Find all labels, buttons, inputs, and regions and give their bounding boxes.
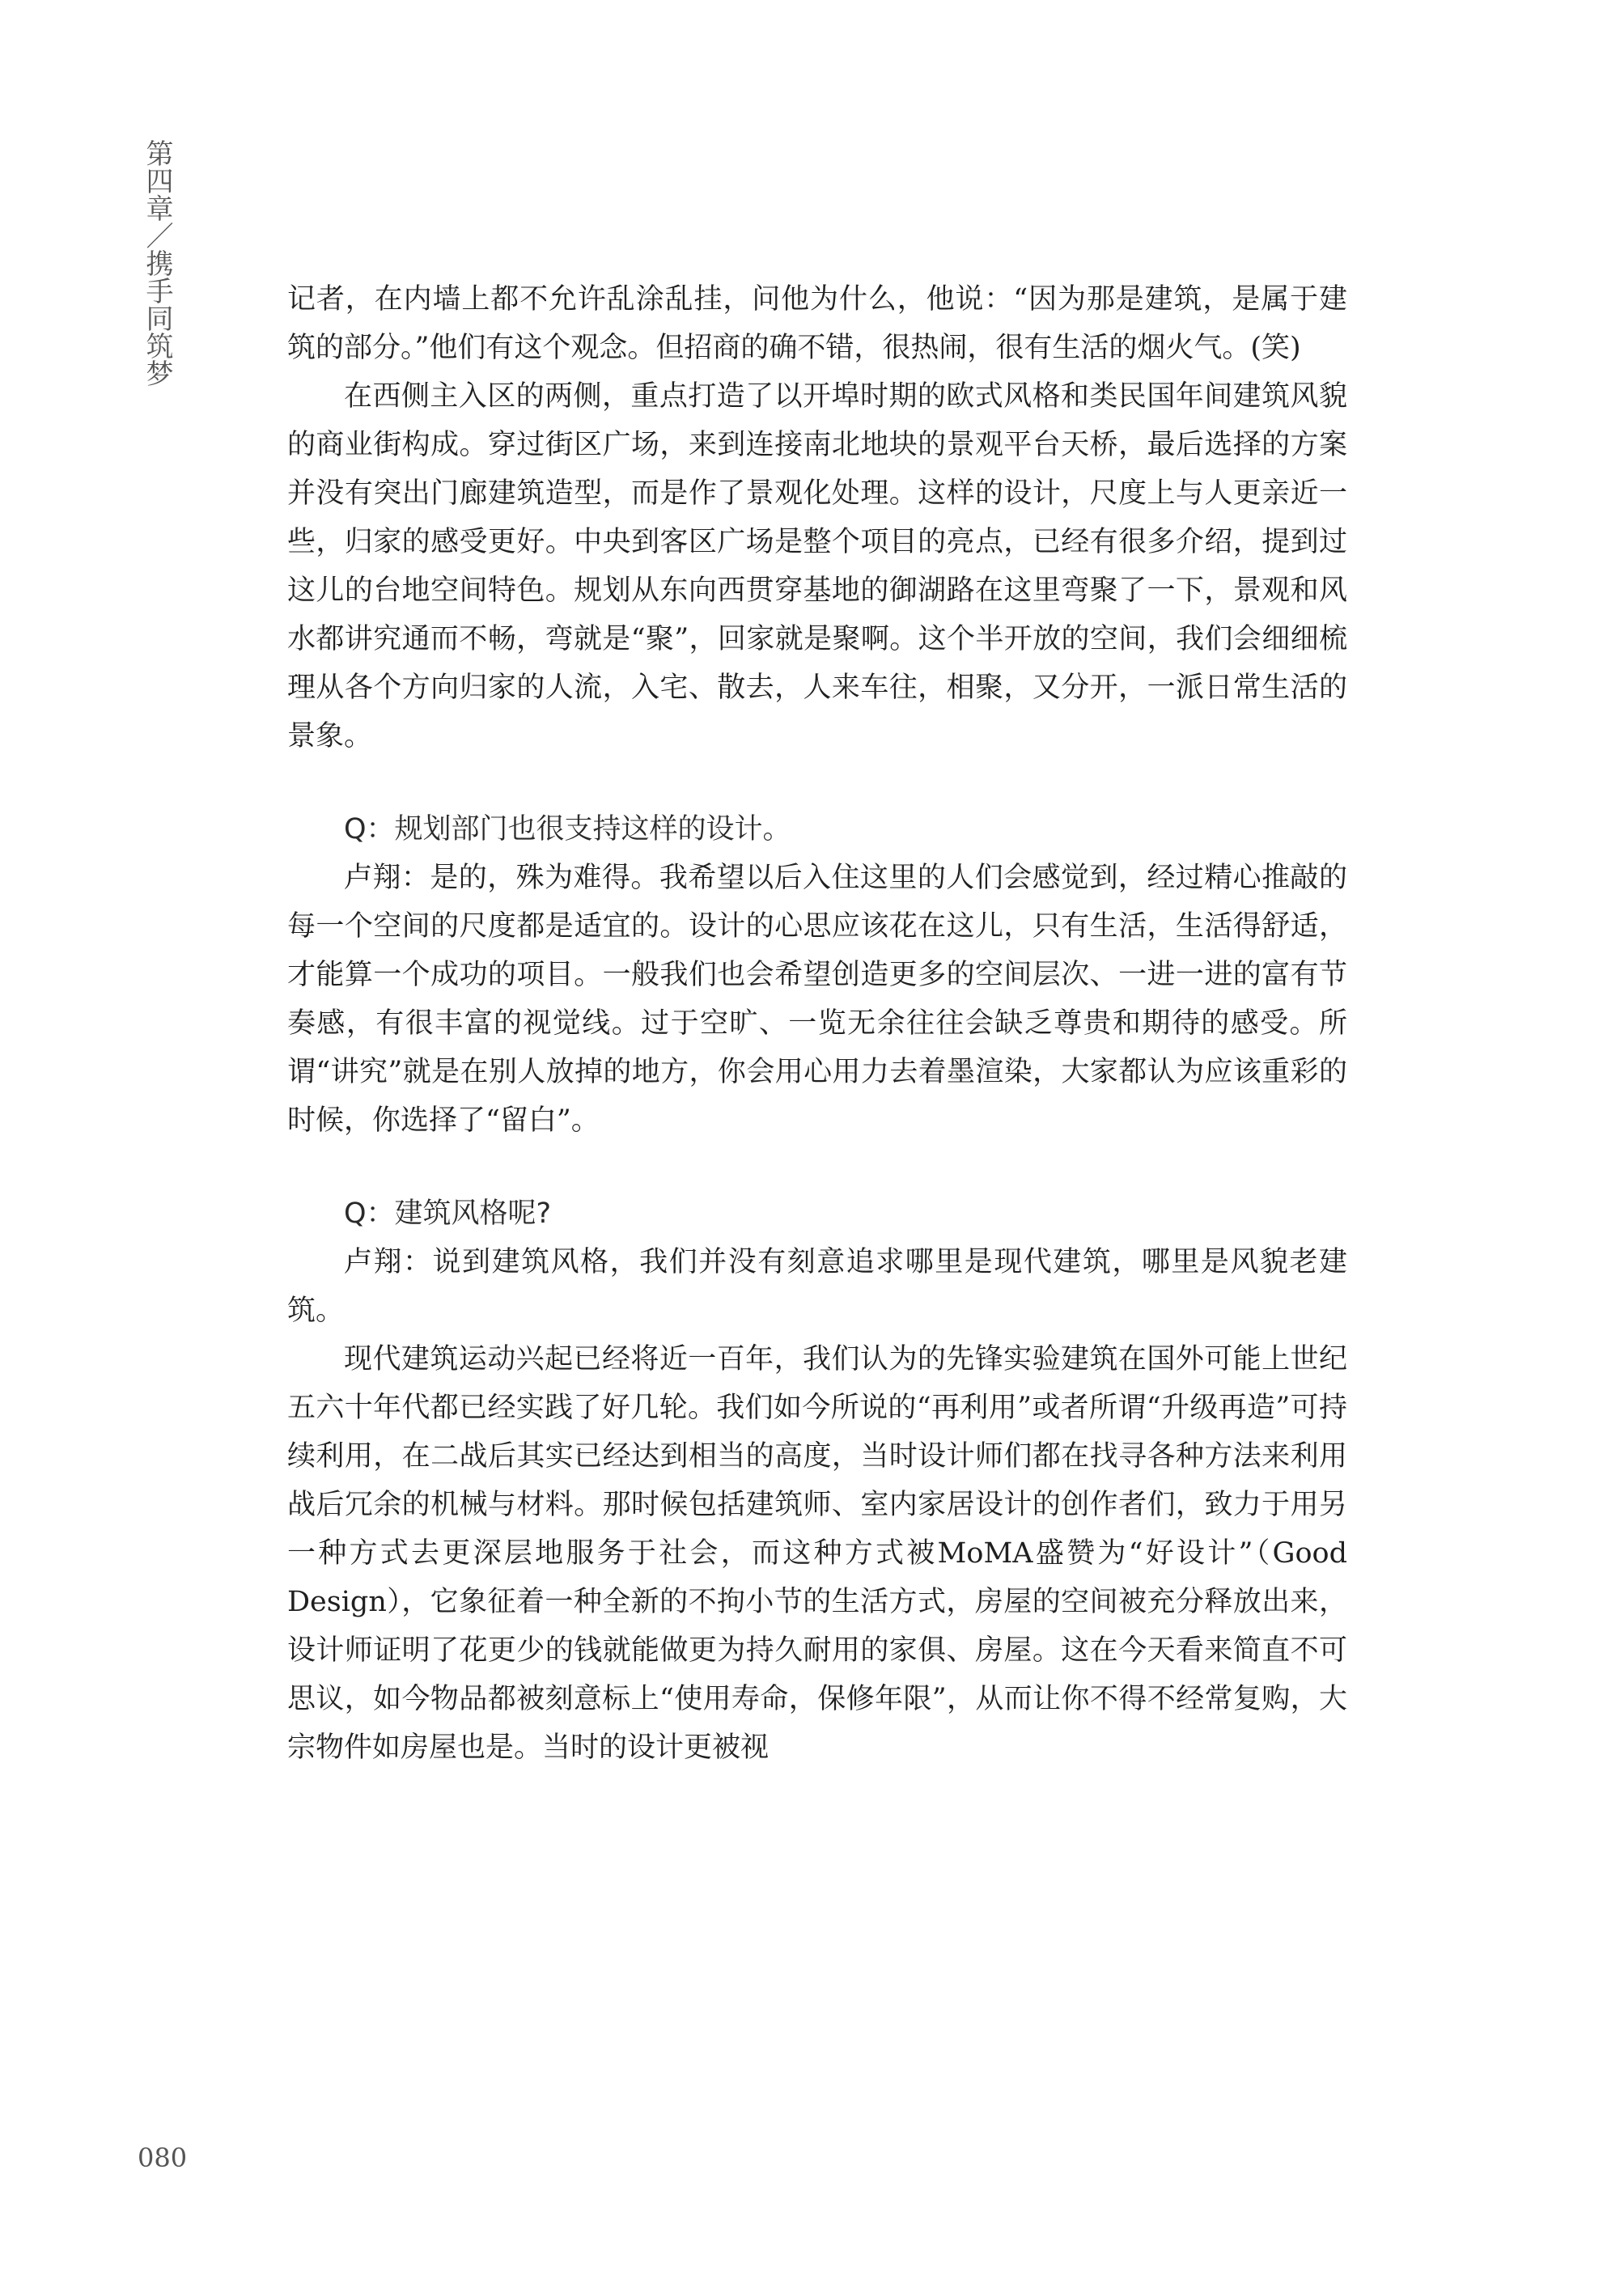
main-text <box>287 275 1347 1772</box>
chapter-header: 第四章／携手同筑梦 <box>141 139 173 387</box>
question: Q：建筑风格呢? <box>344 1197 552 1230</box>
answer-paragraph: 卢翔：说到建筑风格，我们并没有刻意追求哪里是现代建筑，哪里是风貌老建筑。 <box>287 1246 1347 1327</box>
paragraph: 在西侧主入区的两侧，重点打造了以开埠时期的欧式风格和类民国年间建筑风貌的商业街构成。穿过街区广场，来到连接南北地块的景观平台天桥，最后选择的方案并没有突出门廊建筑造型，而是作了景观化处理。这样的设计，尺度上与人更亲近一些，归家的感受更好。中央到客区广场是整个项目的亮点，已经有很多介绍，提到过这儿的台地空间特色。规划从东向西贯穿基地的御湖路在这里弯聚了一下，景观和风水都讲究通而不畅，弯就是“聚”，回家就是聚啊。这个半开放的空间，我们会细细梳理从各个方向归家的人流，入宅、散去，人来车往，相聚，又分开，一派日常生活的景象。 <box>287 380 1347 752</box>
page-number: 080 <box>138 2143 188 2173</box>
question: Q：规划部门也很支持这样的设计。 <box>344 813 791 846</box>
paragraph: 记者，在内墙上都不允许乱涂乱挂，问他为什么，他说：“因为那是建筑，是属于建筑的部分。”他们有这个观念。但招商的确不错，很热闹，很有生活的烟火气。(笑) <box>287 283 1347 364</box>
paragraph: 现代建筑运动兴起已经将近一百年，我们认为的先锋实验建筑在国外可能上世纪五六十年代都已经实践了好几轮。我们如今所说的“再利用”或者所谓“升级再造”可持续利用，在二战后其实已经达到相当的高度，当时设计师们都在找寻各种方法来利用战后冗余的机械与材料。那时候包括建筑师、室内家居设计的创作者们，致力于用另一种方式去更深层地服务于社会，而这种方式被MoMA盛赞为“好设计”（Good Design），它象征着一种全新的不拘小节的生活方式，房屋的空间被充分释放出来，设计师证明了花更少的钱就能做更为持久耐用的家俱、房屋。这在今天看来简直不可思议，如今物品都被刻意标上“使用寿命，保修年限”，从而让你不得不经常复购，大宗物件如房屋也是。当时的设计更被视 <box>287 1343 1347 1764</box>
answer-paragraph: 卢翔：是的，殊为难得。我希望以后入住这里的人们会感觉到，经过精心推敲的每一个空间的尺度都是适宜的。设计的心思应该花在这儿，只有生活，生活得舒适，才能算一个成功的项目。一般我们也会希望创造更多的空间层次、一进一进的富有节奏感，有很丰富的视觉线。过于空旷、一览无余往往会缺乏尊贵和期待的感受。所谓“讲究”就是在别人放掉的地方，你会用心用力去着墨渲染，大家都认为应该重彩的时候，你选择了“留白”。 <box>287 862 1347 1137</box>
